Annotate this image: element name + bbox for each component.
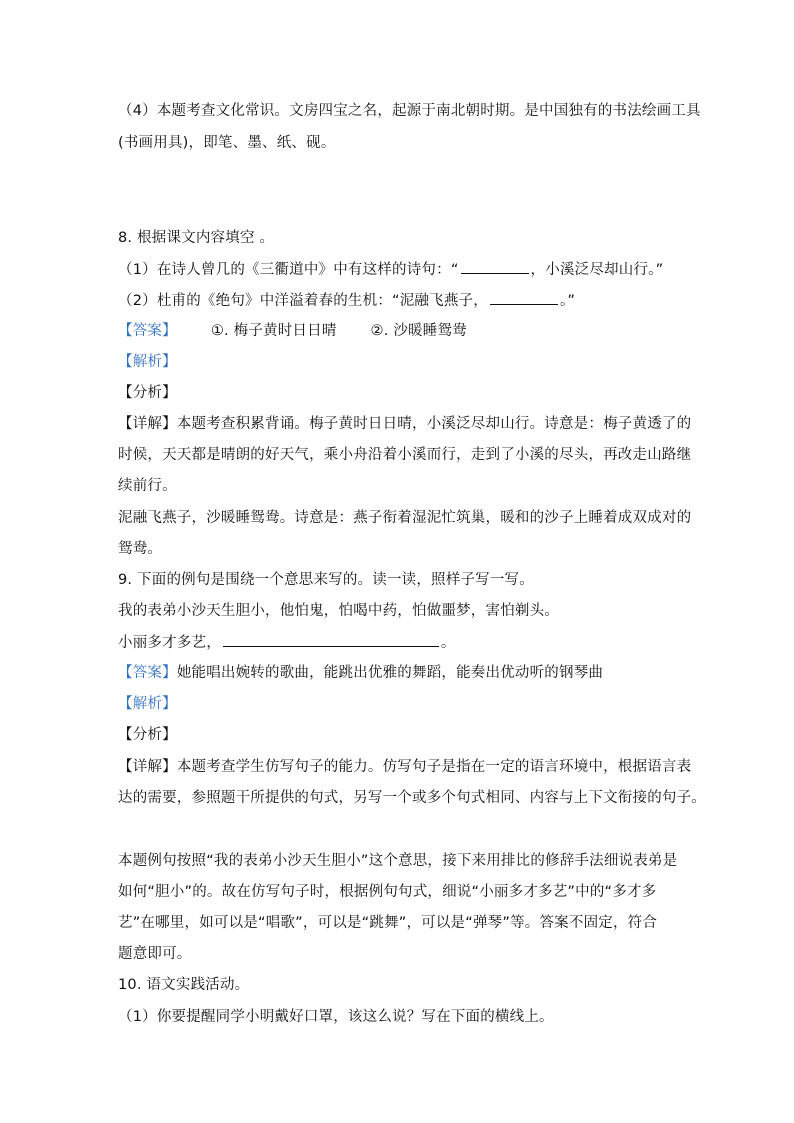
q9-detail-line2: 达的需要，参照题干所提供的句式，另写一个或多个句式相同、内容与上下文衔接的句子。 <box>118 790 706 806</box>
q8-item1 <box>118 259 663 280</box>
q8-detail-text1: 本题考查积累背诵。梅子黄时日日晴，小溪泛尽却山行。诗意是：梅子黄透了的 <box>176 416 692 432</box>
q8-detail-line2: 时候，天天都是晴朗的好天气，乘小舟沿着小溪而行，走到了小溪的尽头，再改走山路继 <box>118 447 692 463</box>
q10-item1: （1）你要提醒同学小明戴好口罩，该这么说？写在下面的横线上。 <box>118 1009 554 1025</box>
q9-detail-text1: 本题考查学生仿写句子的能力。仿写句子是指在一定的语言环境中，根据语言表 <box>176 759 692 775</box>
analysis-tag: 【解析】 <box>118 696 177 712</box>
detail-tag: 【详解】 <box>118 759 177 775</box>
q9-prompt-after: 。 <box>440 635 456 651</box>
detail-tag: 【详解】 <box>118 416 177 432</box>
q9-title: 9. 下面的例句是围绕一个意思来写的。读一读，照样子写一写。 <box>118 572 534 588</box>
q8-detail-line1 <box>118 414 691 434</box>
analysis-tag: 【解析】 <box>118 354 177 370</box>
q8-item1-after: ，小溪泛尽却山行。” <box>530 262 664 278</box>
answer-tag: 【答案】 <box>118 323 177 339</box>
fenxi-tag: 【分析】 <box>118 727 177 743</box>
q9-detail-line1 <box>118 757 691 777</box>
answer-blank <box>461 259 529 274</box>
q8-detail-line3: 续前行。 <box>118 478 177 494</box>
q8-answer1: ①. 梅子黄时日日晴 <box>210 323 337 339</box>
answer-tag: 【答案】 <box>118 665 177 681</box>
q9-detail-line6: 题意即可。 <box>118 946 192 962</box>
q7-part4-line2: (书画用具)，即笔、墨、纸、砚。 <box>118 135 336 151</box>
q9-detail-line5: 艺”在哪里，如可以是“唱歌”，可以是“跳舞”，可以是“弹琴”等。答案不固定，符合 <box>118 915 658 931</box>
q9-answer-text: 她能唱出婉转的歌曲，能跳出优雅的舞蹈，能奏出优动听的钢琴曲 <box>176 665 604 681</box>
q9-answer <box>118 663 603 683</box>
answer-blank <box>223 632 439 647</box>
q8-detail-line4: 泥融飞燕子，沙暖睡鸳鸯。诗意是：燕子衔着湿泥忙筑巢，暖和的沙子上睡着成双成对的 <box>118 510 692 526</box>
q8-answer2: ②. 沙暖睡鸳鸯 <box>370 323 467 339</box>
q8-item2 <box>118 290 575 311</box>
answer-blank <box>490 290 558 305</box>
q8-item2-before: （2）杜甫的《绝句》中洋溢着春的生机：“泥融飞燕子， <box>118 293 488 309</box>
q9-example: 我的表弟小沙天生胆小，他怕鬼，怕喝中药，怕做噩梦，害怕剃头。 <box>118 603 559 619</box>
fenxi-tag: 【分析】 <box>118 385 177 401</box>
q9-detail-line4: 如何“胆小”的。故在仿写句子时，根据例句句式，细说“小丽多才多艺”中的“多才多 <box>118 884 657 900</box>
q8-answer <box>118 321 467 341</box>
q8-item1-before: （1）在诗人曾几的《三衢道中》中有这样的诗句：“ <box>118 262 459 278</box>
q9-prompt <box>118 632 456 653</box>
q8-title: 8. 根据课文内容填空 。 <box>118 230 275 246</box>
q8-detail-line5: 鸳鸯。 <box>118 541 163 557</box>
q8-item2-after: 。” <box>559 293 576 309</box>
q9-prompt-before: 小丽多才多艺， <box>118 635 221 651</box>
q7-part4-line1: （4）本题考查文化常识。文房四宝之名，起源于南北朝时期。是中国独有的书法绘画工具 <box>118 103 701 119</box>
q9-detail-line3: 本题例句按照“我的表弟小沙天生胆小”这个意思，接下来用排比的修辞手法细说表弟是 <box>118 853 678 869</box>
q10-title: 10. 语文实践活动。 <box>118 977 250 993</box>
